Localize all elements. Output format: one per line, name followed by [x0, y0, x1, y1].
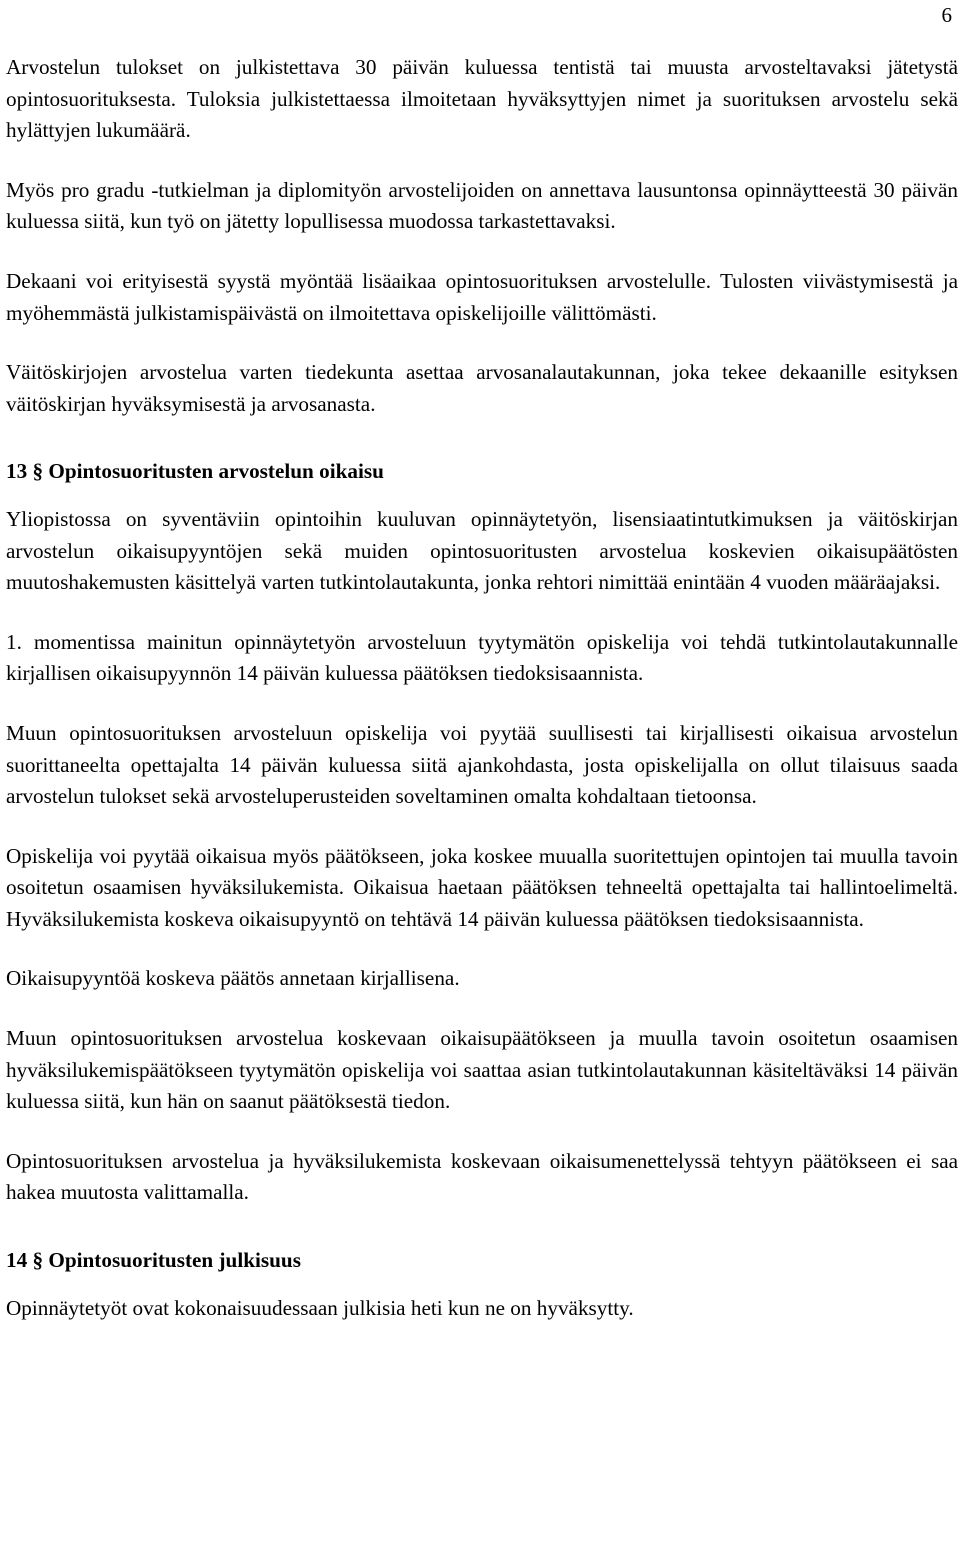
page-number: 6 [941, 3, 952, 27]
section-13-paragraph-7: Opintosuorituksen arvostelua ja hyväksilukemista koskevaan oikaisumenettelyssä tehtyyn päätökseen ei saa hakea muutosta valittamalla. [6, 1148, 958, 1205]
section-13-heading: 13 § Opintosuoritusten arvostelun oikaisu [6, 459, 384, 484]
section-14-paragraph-1: Opinnäytetyöt ovat kokonaisuudessaan julkisia heti kun ne on hyväksytty. [6, 1295, 634, 1320]
section-13-paragraph-4: Opiskelija voi pyytää oikaisua myös päätökseen, joka koskee muualla suoritettujen opintojen tai muulla tavoin osoitetun osaamisen hyväksilukemista. Oikaisua haetaan päätöksen tehneeltä opettajalta tai hallintoelimeltä. Hyväksilukemista koskeva oikaisupyyntö on tehtävä 14 päivän kuluessa päätöksen tiedoksisaannista. [6, 843, 958, 931]
document-page [6, 52, 958, 1352]
section-13-paragraph-2: 1. momentissa mainitun opinnäytetyön arvosteluun tyytymätön opiskelija voi tehdä tutkintolautakunnalle kirjallisen oikaisupyynnön 14 päivän kuluessa päätöksen tiedoksisaannista. [6, 629, 958, 686]
section-13-paragraph-6: Muun opintosuorituksen arvostelua koskevaan oikaisupäätökseen ja muulla tavoin osoitetun osaamisen hyväksilukemispäätökseen tyytymätön opiskelija voi saattaa asian tutkintolautakunnan käsiteltäväksi 14 päivän kuluessa siitä, kun hän on saanut päätöksestä tiedon. [6, 1026, 958, 1114]
paragraph-thesis-review: Myös pro gradu -tutkielman ja diplomityön arvostelijoiden on annettava lausuntonsa opinnäytteestä 30 päivän kuluessa siitä, kun työ on jätetty lopullisessa muodossa tarkastettavaksi. [6, 177, 958, 234]
section-13-paragraph-5: Oikaisupyyntöä koskeva päätös annetaan kirjallisena. [6, 966, 460, 991]
section-13-paragraph-3: Muun opintosuorituksen arvosteluun opiskelija voi pyytää suullisesti tai kirjallisesti oikaisua arvostelun suorittaneelta opettajalta 14 päivän kuluessa siitä ajankohdasta, josta opiskelijalla on ollut tilaisuus saada arvostelun tulokset sekä arvosteluperusteiden soveltaminen omalta kohdaltaan tietoonsa. [6, 720, 958, 809]
section-14-heading: 14 § Opintosuoritusten julkisuus [6, 1248, 301, 1273]
section-13-paragraph-1: Yliopistossa on syventäviin opintoihin kuuluvan opinnäytetyön, lisensiaatintutkimuksen ja väitöskirjan arvostelun oikaisupyyntöjen sekä muiden opintosuoritusten arvostelua koskevien oikaisupäätösten muutoshakemusten käsittelyä varten tutkintolautakunta, jonka rehtori nimittää enintään 4 vuoden määräajaksi. [6, 506, 958, 595]
paragraph-dissertation-committee: Väitöskirjojen arvostelua varten tiedekunta asettaa arvosanalautakunnan, joka tekee dekaanille esityksen väitöskirjan hyväksymisestä ja arvosanasta. [6, 360, 958, 416]
paragraph-results-publication: Arvostelun tulokset on julkistettava 30 päivän kuluessa tentistä tai muusta arvosteltavaksi jätetystä opintosuorituksesta. Tuloksia julkistettaessa ilmoitetaan hyväksyttyjen nimet ja suorituksen arvostelu sekä hylättyjen lukumäärä. [6, 55, 958, 143]
paragraph-dean-extension: Dekaani voi erityisestä syystä myöntää lisäaikaa opintosuorituksen arvostelulle. Tulosten viivästymisestä ja myöhemmästä julkistamispäivästä on ilmoitettava opiskelijoille välittömästi. [6, 268, 958, 325]
